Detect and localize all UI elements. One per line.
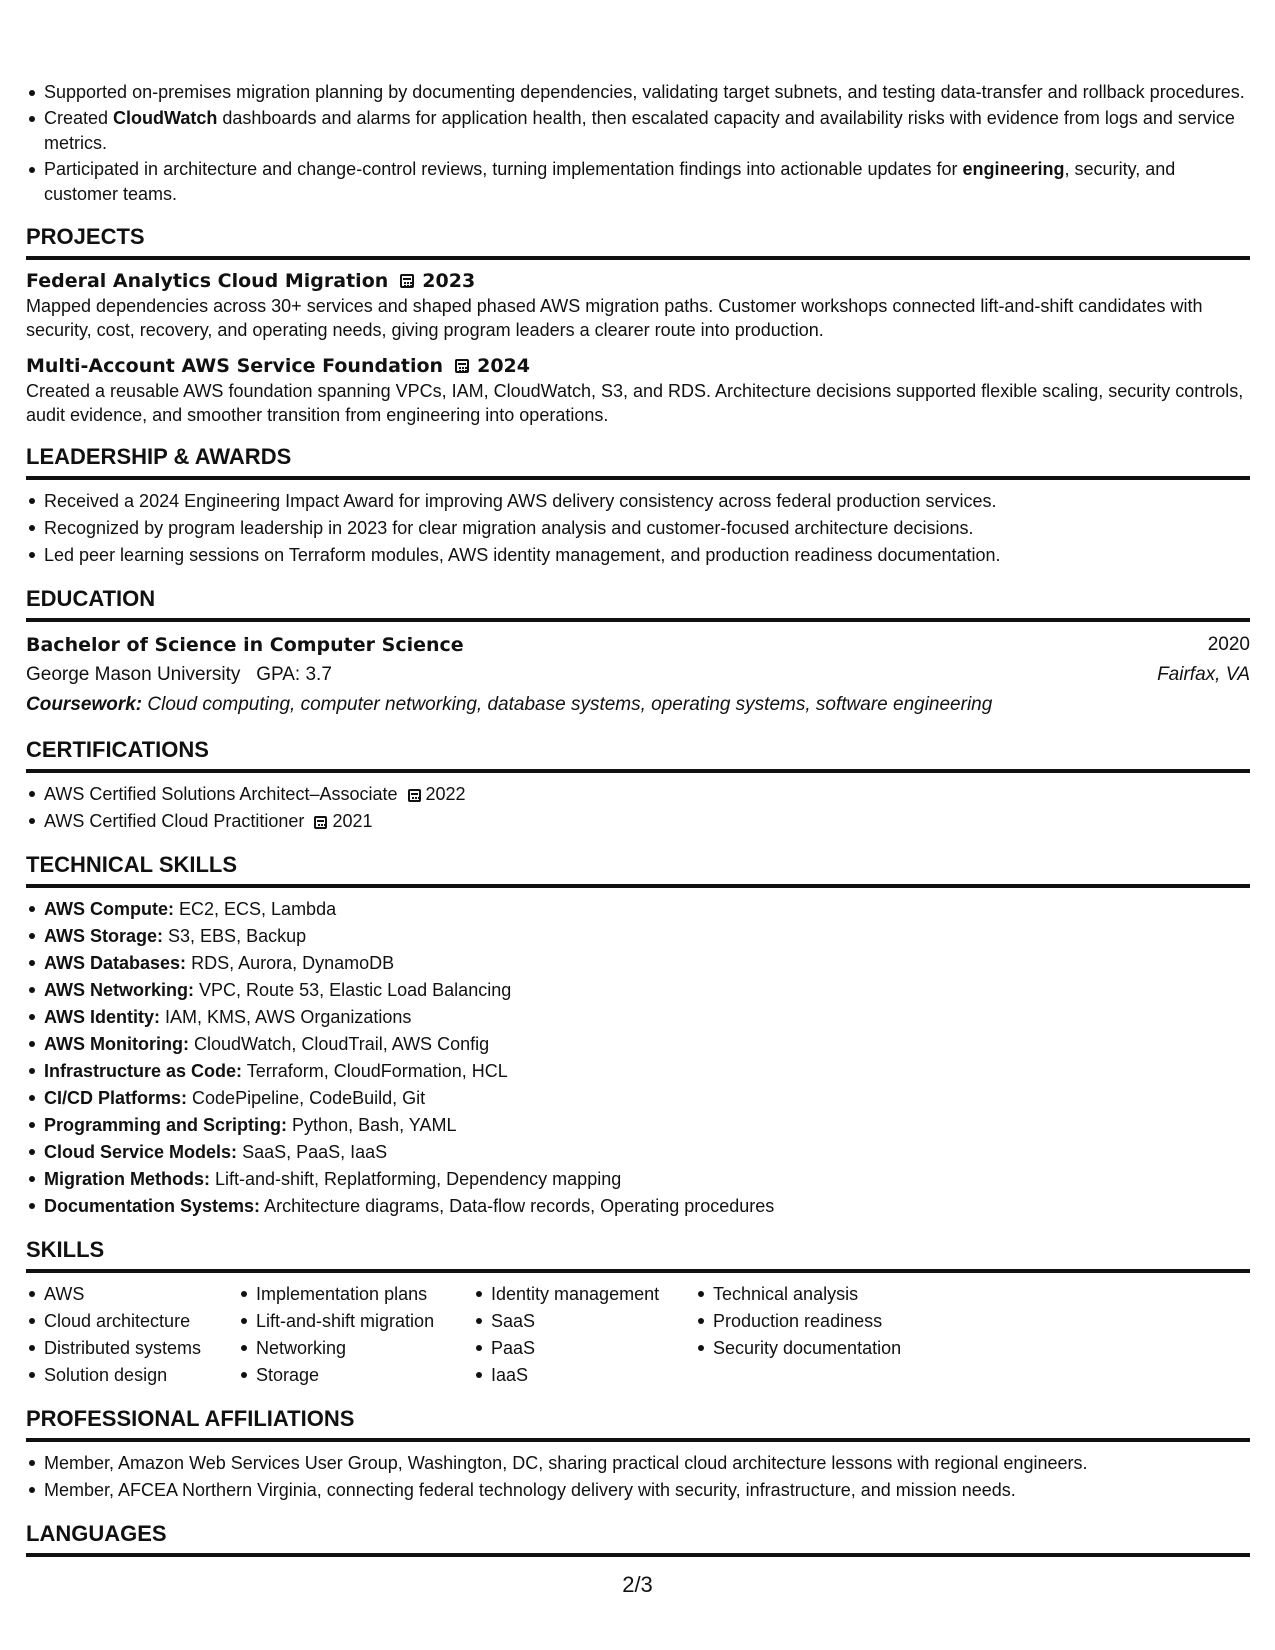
list-item: Implementation plans xyxy=(238,1281,473,1308)
section-title-certifications: CERTIFICATIONS xyxy=(26,737,1250,773)
section-title-technical-skills: TECHNICAL SKILLS xyxy=(26,852,1250,888)
section-title-education: EDUCATION xyxy=(26,586,1250,622)
calendar-icon xyxy=(400,274,414,288)
list-item: Member, AFCEA Northern Virginia, connecting federal technology delivery with security, infrastructure, and mission needs. xyxy=(26,1477,1250,1504)
list-item xyxy=(26,923,1250,950)
section-title-skills: SKILLS xyxy=(26,1237,1250,1273)
bullet-text: Supported on-premises migration planning by documenting dependencies, validating target subnets, and testing data-transfer and rollback procedures. xyxy=(44,82,1245,102)
certification-name: AWS Certified Cloud Practitioner xyxy=(44,811,305,831)
list-item: Received a 2024 Engineering Impact Award for improving AWS delivery consistency across federal production services. xyxy=(26,488,1250,515)
list-item xyxy=(26,1058,1250,1085)
list-item: Storage xyxy=(238,1362,473,1389)
certification-year: 2022 xyxy=(425,784,466,804)
skill-category: AWS Identity: xyxy=(44,1007,160,1027)
technical-skills-list xyxy=(26,896,1250,1220)
project-year: 2023 xyxy=(422,270,476,292)
list-item xyxy=(26,1004,1250,1031)
project-description: Mapped dependencies across 30+ services and shaped phased AWS migration paths. Customer workshops connected lift-and-shift candidates with security, cost, recovery, and operating needs, giving program leaders a clearer route into production. xyxy=(26,296,1203,340)
skill-category: AWS Databases: xyxy=(44,953,187,973)
experience-bullets xyxy=(26,80,1250,207)
list-item xyxy=(26,977,1250,1004)
bullet-text: Participated in architecture and change-control reviews, turning implementation findings into actionable updates for xyxy=(44,159,963,179)
education-school-row xyxy=(26,660,1250,690)
calendar-icon xyxy=(408,789,421,802)
skill-values: VPC, Route 53, Elastic Load Balancing xyxy=(199,980,512,1000)
list-item xyxy=(26,106,1250,156)
list-item xyxy=(26,950,1250,977)
certification-name: AWS Certified Solutions Architect–Associate xyxy=(44,784,398,804)
section-title-affiliations: PROFESSIONAL AFFILIATIONS xyxy=(26,1406,1250,1442)
list-item: Cloud architecture xyxy=(26,1308,238,1335)
degree: Bachelor of Science in Computer Science xyxy=(26,634,464,656)
skills-column xyxy=(26,1281,238,1389)
list-item: Technical analysis xyxy=(695,1281,955,1308)
project-entry xyxy=(26,353,1250,427)
list-item: PaaS xyxy=(473,1335,695,1362)
skill-values: S3, EBS, Backup xyxy=(168,926,307,946)
list-item xyxy=(26,1166,1250,1193)
section-title-leadership: LEADERSHIP & AWARDS xyxy=(26,444,1250,480)
skill-values: Terraform, CloudFormation, HCL xyxy=(246,1061,508,1081)
list-item: Production readiness xyxy=(695,1308,955,1335)
skill-values: IAM, KMS, AWS Organizations xyxy=(165,1007,412,1027)
project-name: Federal Analytics Cloud Migration xyxy=(26,270,389,292)
bullet-text: dashboards and alarms for application health, then escalated capacity and availability risks with evidence from logs and service metrics. xyxy=(44,108,1235,153)
bullet-bold-text: CloudWatch xyxy=(113,108,218,128)
certification-year: 2021 xyxy=(332,811,373,831)
skill-values: Python, Bash, YAML xyxy=(292,1115,457,1135)
skills-column xyxy=(473,1281,695,1389)
skills-column xyxy=(695,1281,955,1389)
project-name: Multi-Account AWS Service Foundation xyxy=(26,355,444,377)
skill-category: CI/CD Platforms: xyxy=(44,1088,188,1108)
project-header xyxy=(26,353,1250,379)
skills-column xyxy=(238,1281,473,1389)
list-item: Recognized by program leadership in 2023 for clear migration analysis and customer-focused architecture decisions. xyxy=(26,515,1250,542)
skill-values: EC2, ECS, Lambda xyxy=(179,899,337,919)
page-number: 2/3 xyxy=(622,1572,653,1597)
project-header xyxy=(26,268,1250,294)
list-item: Security documentation xyxy=(695,1335,955,1362)
list-item: SaaS xyxy=(473,1308,695,1335)
skill-values: CodePipeline, CodeBuild, Git xyxy=(192,1088,426,1108)
list-item: Distributed systems xyxy=(26,1335,238,1362)
section-title-projects: PROJECTS xyxy=(26,224,1250,260)
bullet-text: , security, and customer teams. xyxy=(44,159,1176,204)
list-item xyxy=(26,157,1250,207)
bullet-text: Created xyxy=(44,108,114,128)
skill-category: AWS Networking: xyxy=(44,980,195,1000)
skill-category: AWS Storage: xyxy=(44,926,164,946)
skill-category: AWS Monitoring: xyxy=(44,1034,189,1054)
leadership-list xyxy=(26,488,1250,569)
list-item: Led peer learning sessions on Terraform modules, AWS identity management, and production readiness documentation. xyxy=(26,542,1250,569)
skill-values: SaaS, PaaS, IaaS xyxy=(242,1142,388,1162)
skill-category: Programming and Scripting: xyxy=(44,1115,288,1135)
calendar-icon xyxy=(455,359,469,373)
project-entry xyxy=(26,268,1250,342)
affiliations-list xyxy=(26,1450,1250,1504)
list-item: Solution design xyxy=(26,1362,238,1389)
education-degree-row xyxy=(26,630,1250,660)
list-item: IaaS xyxy=(473,1362,695,1389)
coursework-label: Coursework: xyxy=(26,694,143,715)
school-location: Fairfax, VA xyxy=(1157,664,1250,685)
list-item xyxy=(26,1085,1250,1112)
skill-category: Infrastructure as Code: xyxy=(44,1061,243,1081)
skill-values: RDS, Aurora, DynamoDB xyxy=(191,953,395,973)
gpa: GPA: 3.7 xyxy=(256,664,332,685)
skill-category: AWS Compute: xyxy=(44,899,174,919)
list-item: Member, Amazon Web Services User Group, Washington, DC, sharing practical cloud architecture lessons with regional engineers. xyxy=(26,1450,1250,1477)
list-item xyxy=(26,1139,1250,1166)
skill-values: Lift-and-shift, Replatforming, Dependency mapping xyxy=(215,1169,622,1189)
list-item: Lift-and-shift migration xyxy=(238,1308,473,1335)
section-title-languages: LANGUAGES xyxy=(26,1521,1250,1557)
skill-category: Migration Methods: xyxy=(44,1169,210,1189)
skill-values: CloudWatch, CloudTrail, AWS Config xyxy=(193,1034,490,1054)
project-year: 2024 xyxy=(477,355,530,377)
list-item xyxy=(26,808,1250,835)
list-item xyxy=(26,1112,1250,1139)
skill-category: Cloud Service Models: xyxy=(44,1142,238,1162)
list-item xyxy=(26,80,1250,105)
skills-grid xyxy=(26,1281,1250,1389)
skill-values: Architecture diagrams, Data-flow records, Operating procedures xyxy=(264,1196,775,1216)
certifications-list xyxy=(26,781,1250,835)
coursework-text: Cloud computing, computer networking, database systems, operating systems, software engineering xyxy=(147,694,993,715)
list-item: Identity management xyxy=(473,1281,695,1308)
list-item xyxy=(26,1031,1250,1058)
graduation-year: 2020 xyxy=(1207,634,1250,655)
project-description: Created a reusable AWS foundation spanning VPCs, IAM, CloudWatch, S3, and RDS. Architecture decisions supported flexible scaling, security controls, audit evidence, and smoother transition from engineering into operations. xyxy=(26,381,1244,425)
school-name: George Mason University xyxy=(26,664,241,685)
resume-page xyxy=(26,80,1250,1565)
list-item: Networking xyxy=(238,1335,473,1362)
list-item xyxy=(26,896,1250,923)
skill-category: Documentation Systems: xyxy=(44,1196,261,1216)
coursework-row xyxy=(26,690,1250,720)
list-item: AWS xyxy=(26,1281,238,1308)
calendar-icon xyxy=(314,816,327,829)
bullet-bold-text: engineering xyxy=(962,159,1065,179)
list-item xyxy=(26,781,1250,808)
list-item xyxy=(26,1193,1250,1220)
